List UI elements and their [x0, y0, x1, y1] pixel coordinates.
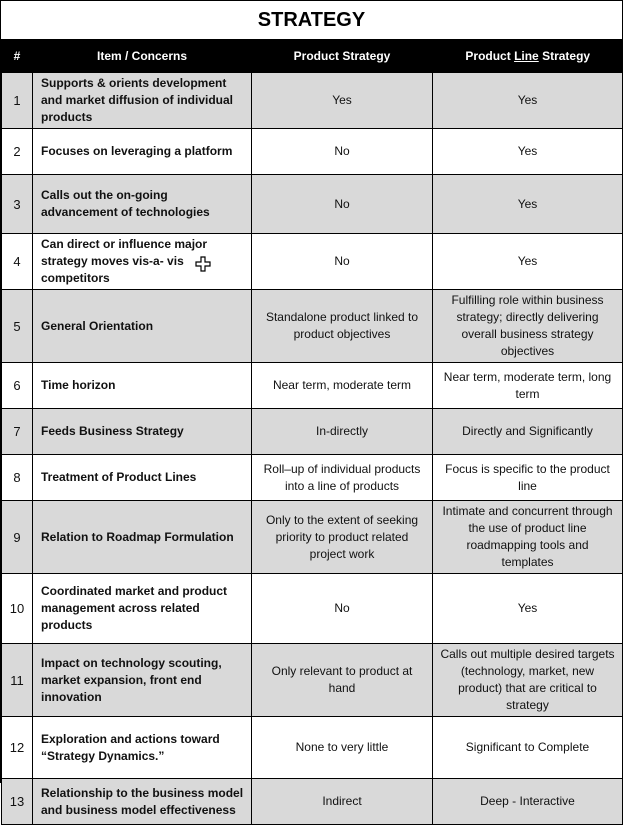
header-number: #: [2, 40, 33, 73]
table-row[interactable]: [2, 363, 623, 409]
table-row[interactable]: [2, 234, 623, 290]
row-item: Supports & orients development and market diffusion of individual products: [33, 73, 252, 129]
row-product-line-strategy: Yes: [433, 73, 623, 129]
row-item: Exploration and actions toward “Strategy Dynamics.”: [33, 717, 252, 779]
table-row[interactable]: [2, 73, 623, 129]
row-item: Relation to Roadmap Formulation: [33, 501, 252, 574]
row-item: Can direct or influence major strategy moves vis-a- vis competitors: [33, 234, 252, 290]
table-row[interactable]: [2, 717, 623, 779]
row-number: 9: [2, 501, 33, 574]
comparison-table: [1, 40, 623, 825]
header-line-prefix: Product: [465, 49, 515, 63]
row-product-strategy: None to very little: [252, 717, 433, 779]
row-item: Impact on technology scouting, market expansion, front end innovation: [33, 644, 252, 717]
row-product-strategy: Yes: [252, 73, 433, 129]
header-item: Item / Concerns: [33, 40, 252, 73]
page-title: STRATEGY: [1, 1, 622, 40]
row-product-line-strategy: Fulfilling role within business strategy; directly delivering overall business strategy objectives: [433, 290, 623, 363]
row-product-strategy: No: [252, 574, 433, 644]
table-row[interactable]: [2, 779, 623, 825]
row-product-line-strategy: Significant to Complete: [433, 717, 623, 779]
row-item: Coordinated market and product management across related products: [33, 574, 252, 644]
row-number: 8: [2, 455, 33, 501]
table-row[interactable]: [2, 501, 623, 574]
header-product-strategy: Product Strategy: [252, 40, 433, 73]
table-row[interactable]: [2, 574, 623, 644]
row-product-line-strategy: Calls out multiple desired targets (technology, market, new product) that are critical to strategy: [433, 644, 623, 717]
row-item: General Orientation: [33, 290, 252, 363]
row-number: 13: [2, 779, 33, 825]
row-number: 5: [2, 290, 33, 363]
table-row[interactable]: [2, 129, 623, 175]
row-product-strategy: Near term, moderate term: [252, 363, 433, 409]
row-number: 10: [2, 574, 33, 644]
row-item: Calls out the on-going advancement of technologies: [33, 175, 252, 234]
row-number: 6: [2, 363, 33, 409]
row-product-strategy: No: [252, 234, 433, 290]
row-product-strategy: No: [252, 129, 433, 175]
table-row[interactable]: [2, 409, 623, 455]
header-row: [2, 40, 623, 73]
row-product-strategy: In-directly: [252, 409, 433, 455]
row-product-strategy: No: [252, 175, 433, 234]
table-row[interactable]: [2, 290, 623, 363]
row-product-strategy: Standalone product linked to product objectives: [252, 290, 433, 363]
row-item: Treatment of Product Lines: [33, 455, 252, 501]
header-product-line-strategy: [433, 40, 623, 73]
header-line-suffix: Strategy: [538, 49, 591, 63]
row-product-line-strategy: Yes: [433, 175, 623, 234]
row-product-line-strategy: Yes: [433, 234, 623, 290]
row-number: 2: [2, 129, 33, 175]
row-number: 12: [2, 717, 33, 779]
row-product-line-strategy: Deep - Interactive: [433, 779, 623, 825]
row-product-strategy: Only to the extent of seeking priority to product related project work: [252, 501, 433, 574]
table-row[interactable]: [2, 455, 623, 501]
row-number: 1: [2, 73, 33, 129]
row-number: 4: [2, 234, 33, 290]
row-number: 7: [2, 409, 33, 455]
row-item: Feeds Business Strategy: [33, 409, 252, 455]
table-row[interactable]: [2, 175, 623, 234]
row-product-strategy: Roll–up of individual products into a line of products: [252, 455, 433, 501]
table-row[interactable]: [2, 644, 623, 717]
row-product-line-strategy: Directly and Significantly: [433, 409, 623, 455]
row-product-strategy: Only relevant to product at hand: [252, 644, 433, 717]
header-line-underlined: Line: [514, 49, 539, 63]
row-item: Relationship to the business model and business model effectiveness: [33, 779, 252, 825]
row-product-line-strategy: Intimate and concurrent through the use of product line roadmapping tools and templates: [433, 501, 623, 574]
crosshair-cursor-icon: [195, 256, 211, 272]
row-product-line-strategy: Yes: [433, 574, 623, 644]
row-product-line-strategy: Yes: [433, 129, 623, 175]
row-product-line-strategy: Near term, moderate term, long term: [433, 363, 623, 409]
row-product-line-strategy: Focus is specific to the product line: [433, 455, 623, 501]
row-product-strategy: Indirect: [252, 779, 433, 825]
row-item: Time horizon: [33, 363, 252, 409]
row-number: 11: [2, 644, 33, 717]
row-item: Focuses on leveraging a platform: [33, 129, 252, 175]
row-number: 3: [2, 175, 33, 234]
